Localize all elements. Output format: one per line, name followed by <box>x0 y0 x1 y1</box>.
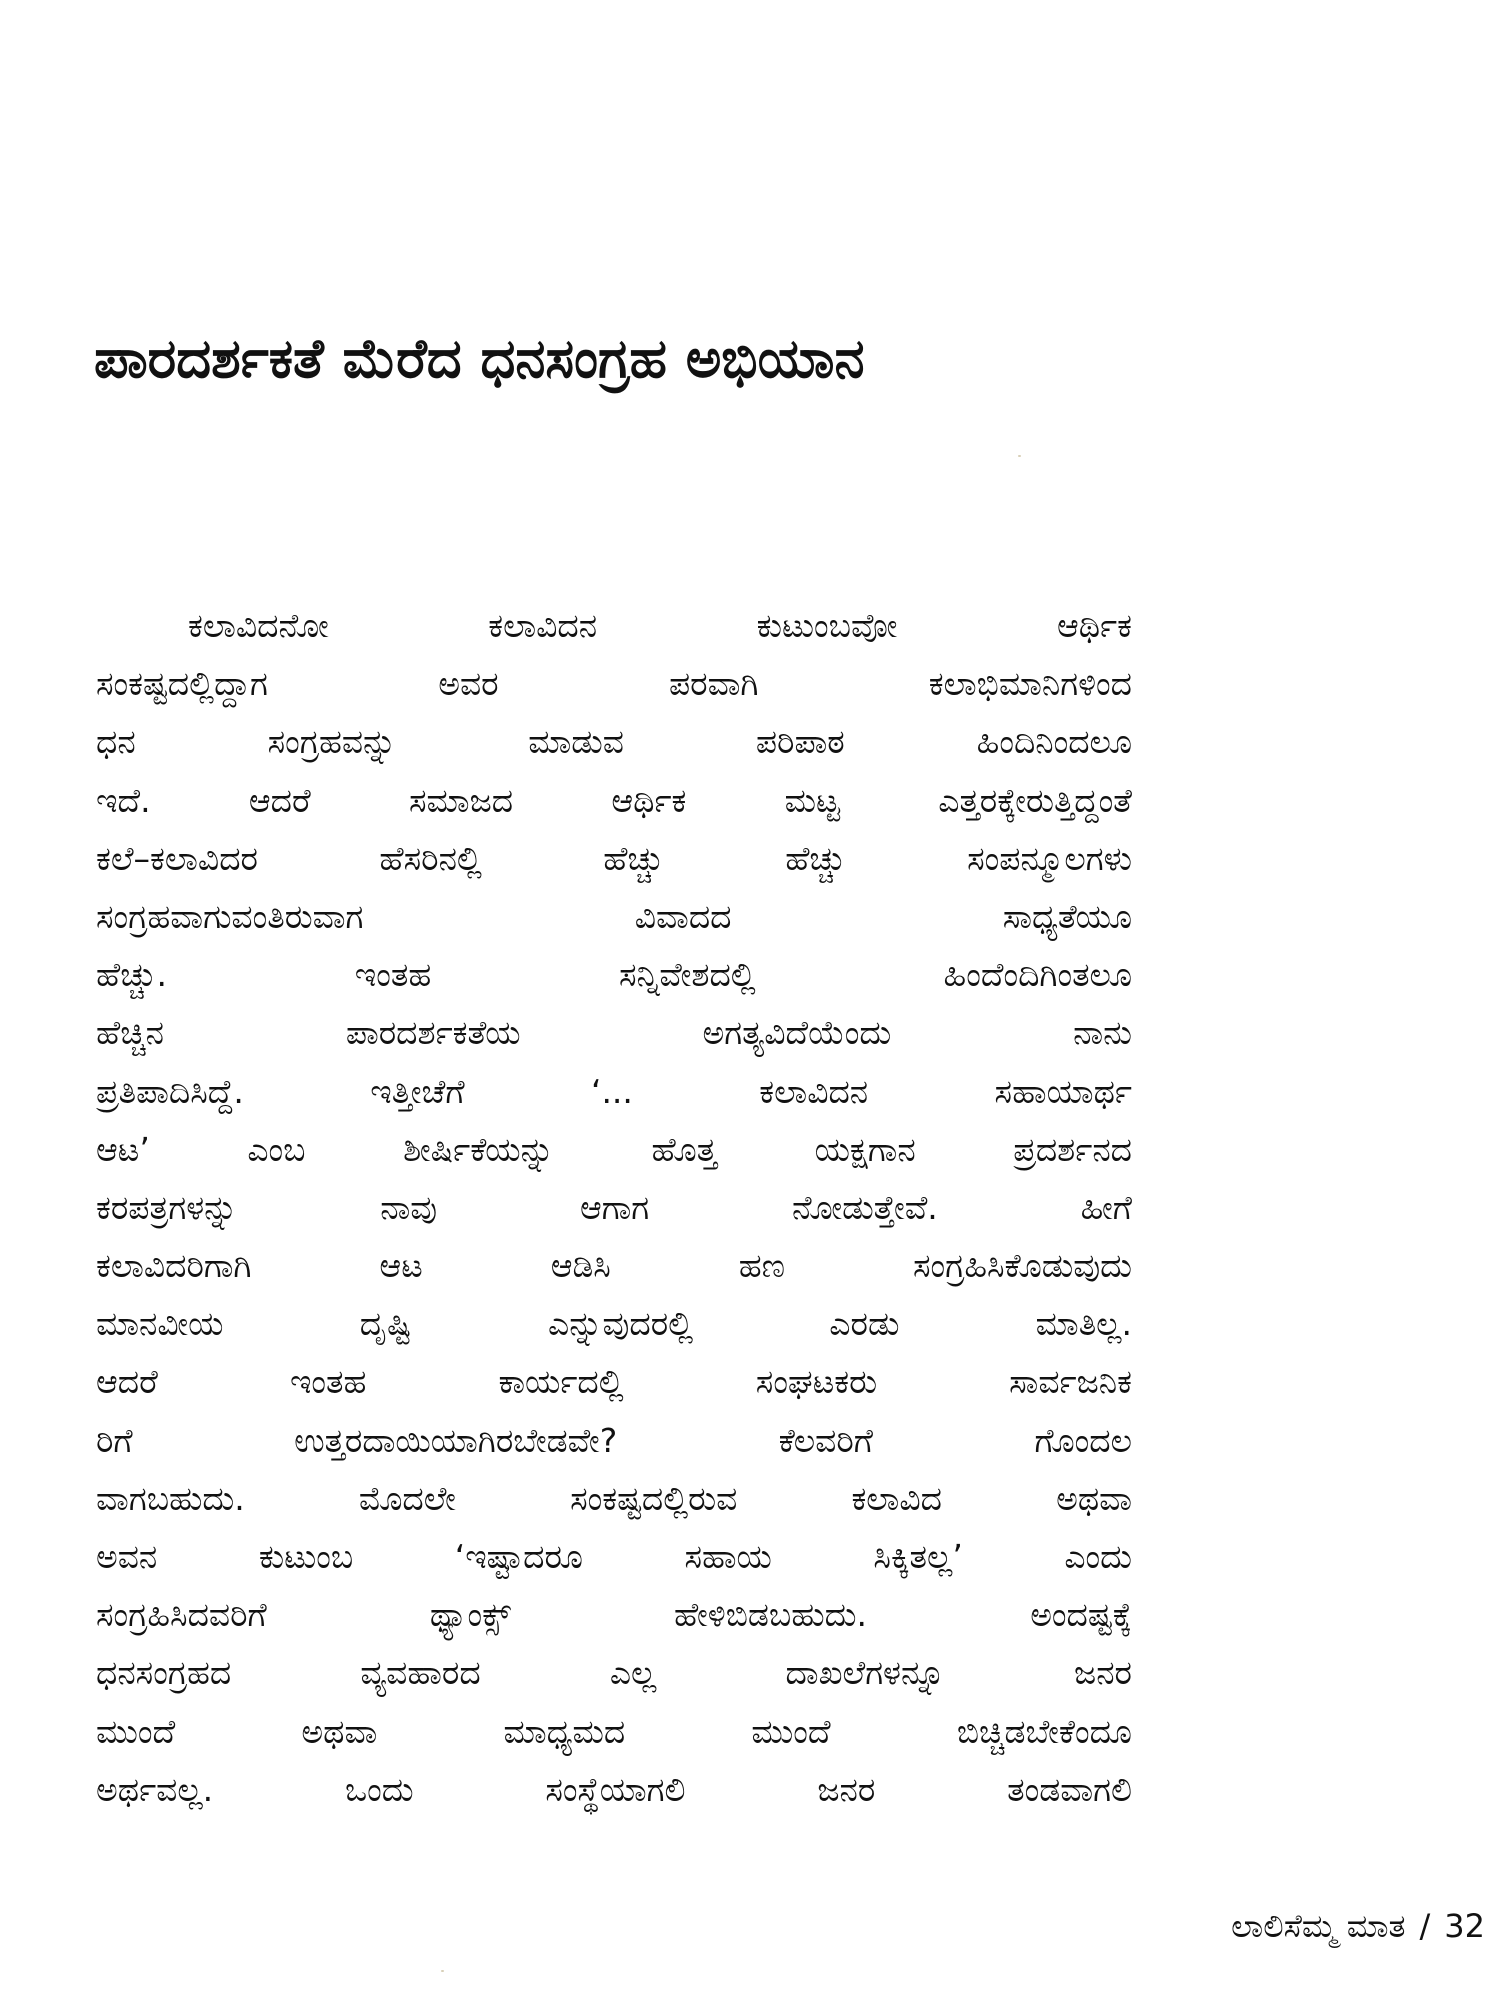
body-paragraph <box>96 597 1132 1819</box>
text-line: ಕಲಾವಿದನೋ ಕಲಾವಿದನ ಕುಟುಂಬವೋ ಆರ್ಥಿಕ <box>188 606 1132 645</box>
text-line: ಮಾನವೀಯ ದೃಷ್ಟಿ ಎನ್ನುವುದರಲ್ಲಿ ಎರಡು ಮಾತಿಲ್ಲ. <box>96 1304 1132 1344</box>
text-line: ವಾಗಬಹುದು. ಮೊದಲೇ ಸಂಕಷ್ಟದಲ್ಲಿರುವ ಕಲಾವಿದ ಅಥವಾ <box>96 1478 1132 1518</box>
text-line: ಆಟ’ ಎಂಬ ಶೀರ್ಷಿಕೆಯನ್ನು ಹೊತ್ತ ಯಕ್ಷಗಾನ ಪ್ರದರ್ಶನದ <box>96 1129 1132 1169</box>
text-line: ರಿಗೆ ಉತ್ತರದಾಯಿಯಾಗಿರಬೇಡವೇ? ಕೆಲವರಿಗೆ ಗೊಂದಲ <box>96 1420 1132 1460</box>
text-line: ಇದೆ. ಆದರೆ ಸಮಾಜದ ಆರ್ಥಿಕ ಮಟ್ಟ ಎತ್ತರಕ್ಕೇರುತ್ತಿದ್ದಂತೆ <box>96 780 1132 820</box>
page-title: ಪಾರದರ್ಶಕತೆ ಮೆರೆದ ಧನಸಂಗ್ರಹ ಅಭಿಯಾನ <box>94 327 865 391</box>
page-number: 32 <box>1444 1907 1485 1945</box>
text-line: ಮುಂದೆ ಅಥವಾ ಮಾಧ್ಯಮದ ಮುಂದೆ ಬಿಚ್ಚಿಡಬೇಕೆಂದೂ <box>96 1711 1132 1751</box>
text-line: ಸಂಗ್ರಹಿಸಿದವರಿಗೆ ಥ್ಯಾಂಕ್ಸ್ ಹೇಳಿಬಿಡಬಹುದು. ಅಂದಷ್ಟಕ್ಕೆ <box>96 1595 1132 1635</box>
text-line: ಅರ್ಥವಲ್ಲ. ಒಂದು ಸಂಸ್ಥೆಯಾಗಲಿ ಜನರ ತಂಡವಾಗಲಿ <box>96 1769 1132 1809</box>
text-line: ಪ್ರತಿಪಾದಿಸಿದ್ದೆ. ಇತ್ತೀಚೆಗೆ ‘... ಕಲಾವಿದನ ಸಹಾಯಾರ್ಥ <box>96 1071 1132 1111</box>
scan-speck <box>441 1970 444 1972</box>
text-line: ಧನ ಸಂಗ್ರಹವನ್ನು ಮಾಡುವ ಪರಿಪಾಠ ಹಿಂದಿನಿಂದಲೂ <box>96 722 1132 762</box>
footer-separator: / <box>1419 1907 1431 1945</box>
text-line: ಕಲಾವಿದರಿಗಾಗಿ ಆಟ ಆಡಿಸಿ ಹಣ ಸಂಗ್ರಹಿಸಿಕೊಡುವುದು <box>96 1246 1132 1286</box>
text-line: ಹೆಚ್ಚು. ಇಂತಹ ಸನ್ನಿವೇಶದಲ್ಲಿ ಹಿಂದೆಂದಿಗಿಂತಲೂ <box>96 955 1132 995</box>
text-line: ಕರಪತ್ರಗಳನ್ನು ನಾವು ಆಗಾಗ ನೋಡುತ್ತೇವೆ. ಹೀಗೆ <box>96 1187 1132 1227</box>
text-line: ಧನಸಂಗ್ರಹದ ವ್ಯವಹಾರದ ಎಲ್ಲ ದಾಖಲೆಗಳನ್ನೂ ಜನರ <box>96 1653 1132 1693</box>
text-line: ಸಂಗ್ರಹವಾಗುವಂತಿರುವಾಗ ವಿವಾದದ ಸಾಧ್ಯತೆಯೂ <box>96 896 1132 936</box>
text-line: ಹೆಚ್ಚಿನ ಪಾರದರ್ಶಕತೆಯ ಅಗತ್ಯವಿದೆಯೆಂದು ನಾನು <box>96 1013 1132 1053</box>
page-footer <box>1231 1904 1485 1948</box>
text-line: ಆದರೆ ಇಂತಹ ಕಾರ್ಯದಲ್ಲಿ ಸಂಘಟಕರು ಸಾರ್ವಜನಿಕ <box>96 1362 1132 1402</box>
text-line: ಕಲೆ–ಕಲಾವಿದರ ಹೆಸರಿನಲ್ಲಿ ಹೆಚ್ಚು ಹೆಚ್ಚು ಸಂಪನ್ಮೂಲಗಳು <box>96 838 1132 878</box>
text-line: ಅವನ ಕುಟುಂಬ ‘ಇಷ್ಟಾದರೂ ಸಹಾಯ ಸಿಕ್ಕಿತಲ್ಲ’ ಎಂದು <box>96 1537 1132 1576</box>
scan-speck <box>1018 455 1021 457</box>
text-line: ಸಂಕಷ್ಟದಲ್ಲಿದ್ದಾಗ ಅವರ ಪರವಾಗಿ ಕಲಾಭಿಮಾನಿಗಳಿಂದ <box>96 664 1132 704</box>
book-title: ಲಾಲಿಸೆಮ್ಮ ಮಾತ <box>1231 1907 1406 1945</box>
